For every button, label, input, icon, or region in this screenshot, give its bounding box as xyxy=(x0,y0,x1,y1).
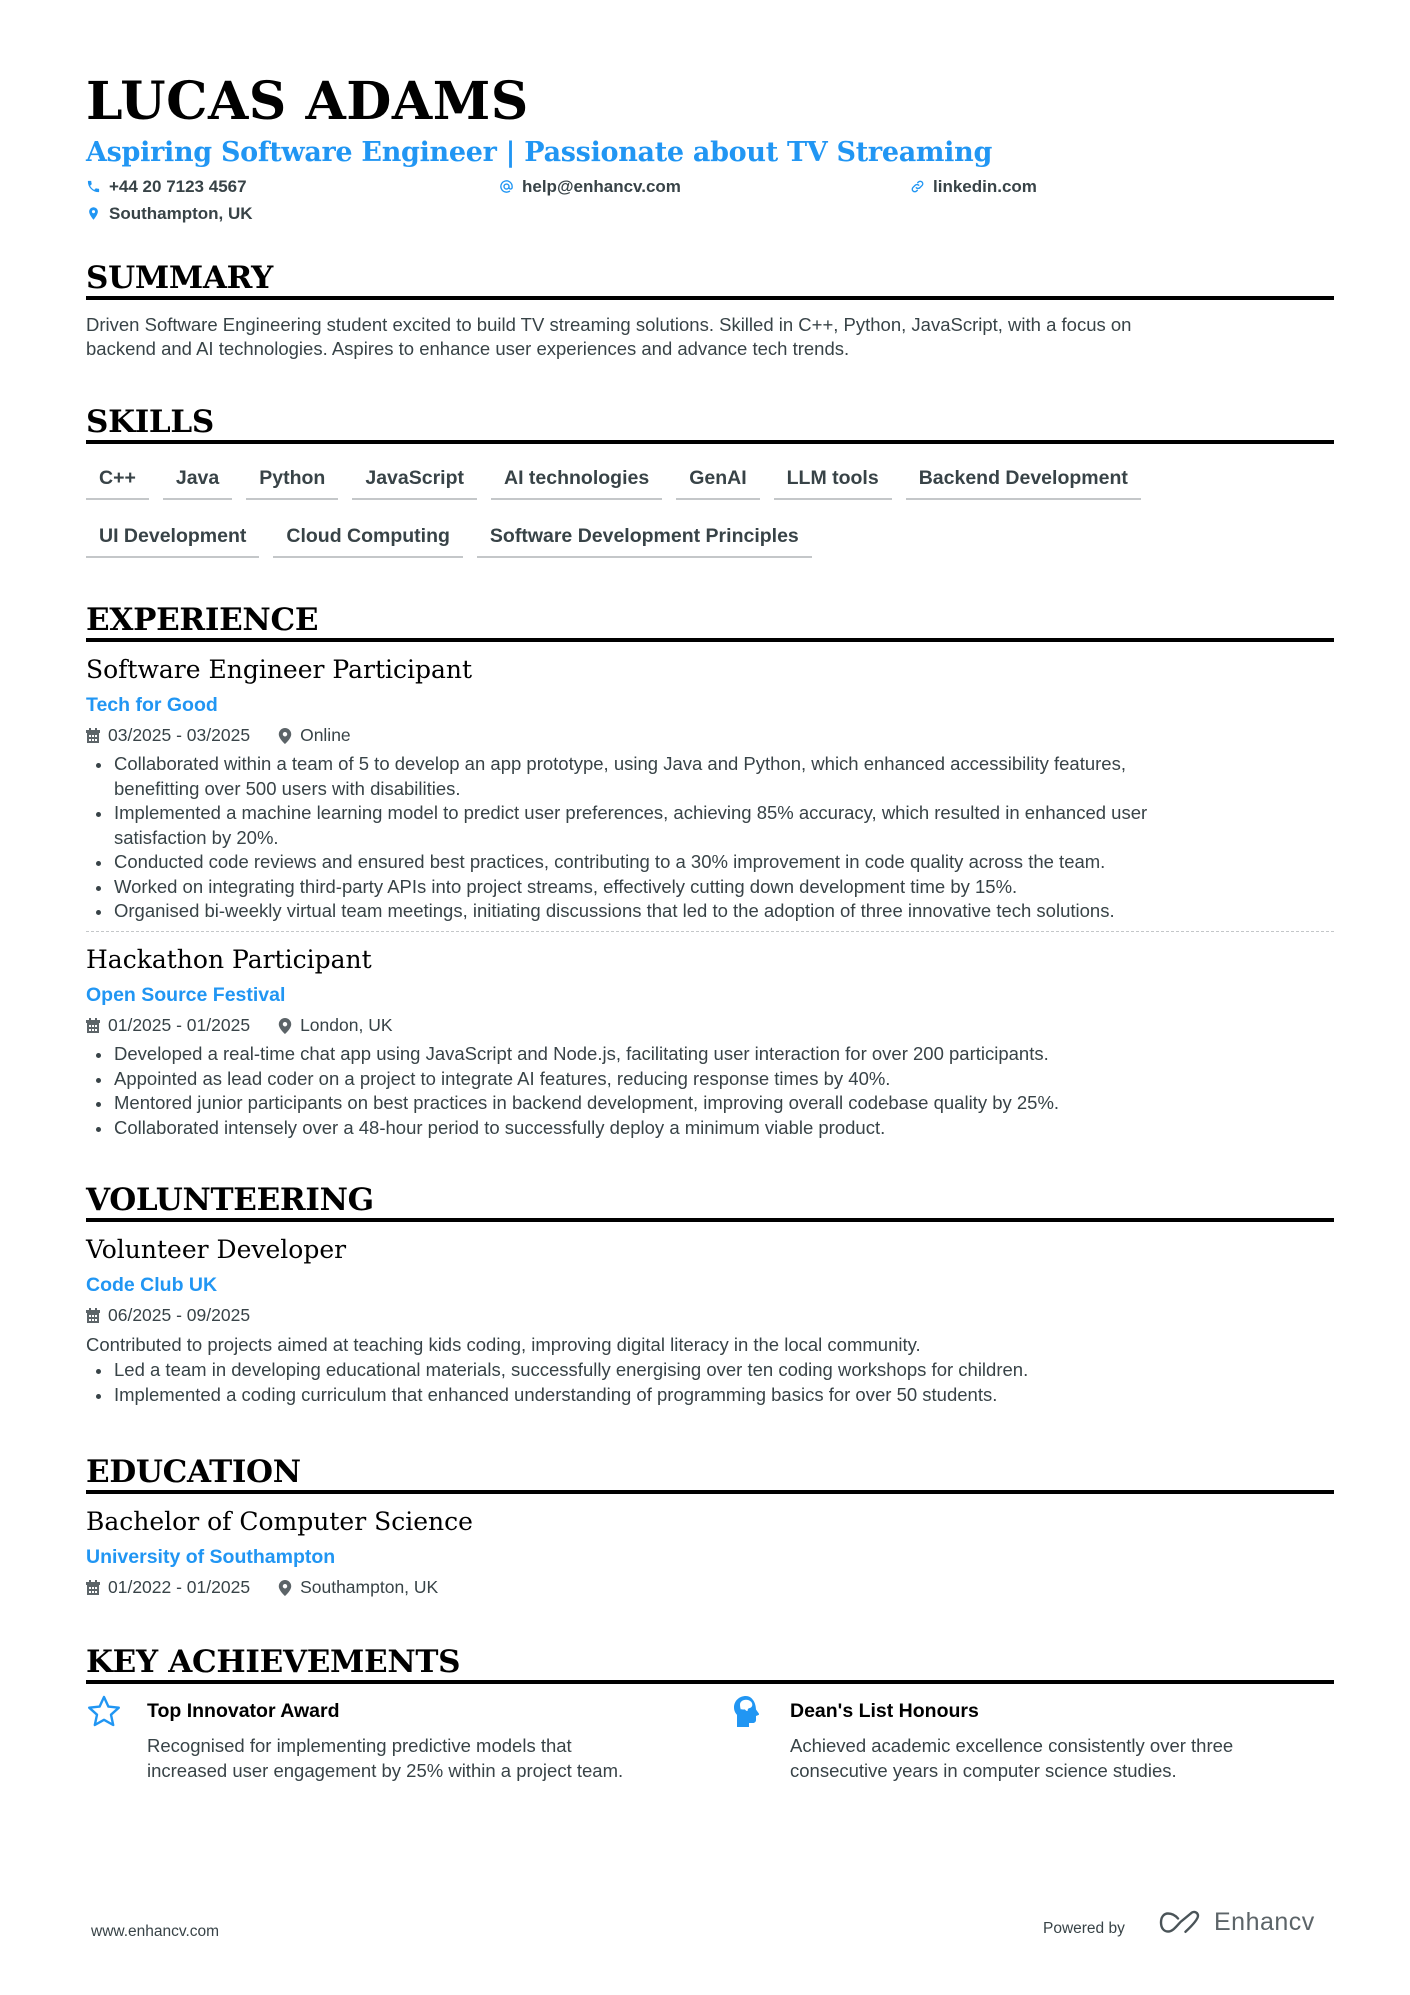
skill-chip: Software Development Principles xyxy=(477,524,812,558)
map-pin-icon xyxy=(278,1580,292,1596)
bullet-item: Organised bi-weekly virtual team meetings, initiating discussions that led to the adoption of three innovative tech solutions. xyxy=(86,899,1334,924)
bullet-item: Implemented a coding curriculum that enhanced understanding of programming basics for over 50 students. xyxy=(86,1383,1334,1408)
section-title-achievements: KEY ACHIEVEMENTS xyxy=(86,1644,461,1680)
bullet-item: Conducted code reviews and ensured best practices, contributing to a 30% improvement in code quality across the team. xyxy=(86,850,1334,875)
volunteer-org: Code Club UK xyxy=(86,1274,218,1296)
skill-chip: GenAI xyxy=(676,466,759,500)
brand-name: Enhancv xyxy=(1214,1908,1315,1936)
volunteer-description: Contributed to projects aimed at teaching kids coding, improving digital literacy in the local community. xyxy=(86,1334,921,1355)
calendar-icon xyxy=(86,1580,100,1596)
job-meta xyxy=(86,727,379,745)
calendar-icon xyxy=(86,1308,100,1324)
skill-chip: Java xyxy=(163,466,232,500)
achievement-description: Achieved academic excellence consistently over three consecutive years in computer science studies. xyxy=(790,1735,1234,1781)
contact-email[interactable] xyxy=(499,178,681,195)
skill-chip: Python xyxy=(246,466,338,500)
bullet-item: Worked on integrating third-party APIs into project streams, effectively cutting down development time by 15%. xyxy=(86,875,1334,900)
achievement-title: Top Innovator Award xyxy=(147,1700,340,1722)
bullet-item: Developed a real-time chat app using JavaScript and Node.js, facilitating user interaction for over 200 participants. xyxy=(86,1042,1334,1067)
job-dates: 01/2025 - 01/2025 xyxy=(108,1015,251,1035)
email-text: help@enhancv.com xyxy=(522,177,681,196)
skill-chip: UI Development xyxy=(86,524,259,558)
school-name: University of Southampton xyxy=(86,1546,336,1568)
brain-head-icon xyxy=(729,1694,765,1730)
enhancv-logo[interactable] xyxy=(1158,1908,1315,1937)
entry-divider xyxy=(86,931,1334,932)
job-location: London, UK xyxy=(300,1015,393,1035)
bullet-item: Implemented a machine learning model to predict user preferences, achieving 85% accuracy, which resulted in enhanced user satisfaction by 20%. xyxy=(86,801,1334,850)
volunteer-bullets xyxy=(86,1358,1334,1407)
section-rule xyxy=(86,440,1334,444)
skill-chip: LLM tools xyxy=(774,466,892,500)
job-bullets xyxy=(86,752,1334,924)
footer-website[interactable]: www.enhancv.com xyxy=(91,1923,220,1940)
job-title: Software Engineer Participant xyxy=(86,655,473,684)
job-location: Online xyxy=(300,725,351,745)
section-title-experience: EXPERIENCE xyxy=(86,602,319,638)
bullet-item: Led a team in developing educational materials, successfully energising over ten coding workshops for children. xyxy=(86,1358,1334,1383)
section-rule xyxy=(86,638,1334,642)
location-text: Southampton, UK xyxy=(109,204,253,223)
job-company: Tech for Good xyxy=(86,694,218,716)
section-rule xyxy=(86,1218,1334,1222)
section-title-education: EDUCATION xyxy=(86,1454,301,1490)
volunteer-dates: 06/2025 - 09/2025 xyxy=(108,1305,251,1325)
degree-title: Bachelor of Computer Science xyxy=(86,1507,473,1536)
contact-linkedin[interactable] xyxy=(910,178,1037,195)
bullet-item: Appointed as lead coder on a project to integrate AI features, reducing response times by 40%. xyxy=(86,1067,1334,1092)
map-pin-icon xyxy=(278,728,292,744)
bullet-item: Mentored junior participants on best practices in backend development, improving overall codebase quality by 25%. xyxy=(86,1091,1334,1116)
footer-powered-by: Powered by xyxy=(1043,1920,1125,1937)
summary-line: backend and AI technologies. Aspires to enhance user experiences and advance tech trends. xyxy=(86,338,850,359)
phone-text: +44 20 7123 4567 xyxy=(109,177,247,196)
education-dates: 01/2022 - 01/2025 xyxy=(108,1577,251,1597)
job-company: Open Source Festival xyxy=(86,984,286,1006)
phone-icon xyxy=(86,179,101,194)
skill-chip: Backend Development xyxy=(906,466,1141,500)
volunteer-meta xyxy=(86,1307,278,1325)
achievement-description: Recognised for implementing predictive models that increased user engagement by 25% within a project team. xyxy=(147,1735,624,1781)
bullet-item: Collaborated intensely over a 48-hour period to successfully deploy a minimum viable product. xyxy=(86,1116,1334,1141)
skill-chip: JavaScript xyxy=(352,466,477,500)
section-rule xyxy=(86,1680,1334,1684)
section-rule xyxy=(86,1490,1334,1494)
contact-phone xyxy=(86,178,247,195)
calendar-icon xyxy=(86,1018,100,1034)
section-rule xyxy=(86,296,1334,300)
job-meta xyxy=(86,1017,421,1035)
section-title-volunteering: VOLUNTEERING xyxy=(86,1182,374,1218)
linkedin-text: linkedin.com xyxy=(933,177,1037,196)
section-title-summary: SUMMARY xyxy=(86,260,273,296)
achievement-title: Dean's List Honours xyxy=(790,1700,979,1722)
skill-chip: Cloud Computing xyxy=(273,524,463,558)
summary-line: Driven Software Engineering student excited to build TV streaming solutions. Skilled in C++, Python, JavaScript, with a focus on xyxy=(86,314,1132,335)
section-title-skills: SKILLS xyxy=(86,404,215,440)
at-icon xyxy=(499,179,514,194)
job-bullets xyxy=(86,1042,1334,1140)
volunteer-role: Volunteer Developer xyxy=(86,1235,347,1264)
skills-row xyxy=(86,524,812,558)
candidate-headline: Aspiring Software Engineer | Passionate about TV Streaming xyxy=(86,137,993,168)
map-pin-icon xyxy=(86,206,101,221)
education-location: Southampton, UK xyxy=(300,1577,439,1597)
job-title: Hackathon Participant xyxy=(86,945,372,974)
map-pin-icon xyxy=(278,1018,292,1034)
link-icon xyxy=(910,179,925,194)
calendar-icon xyxy=(86,728,100,744)
enhancv-logo-icon xyxy=(1158,1910,1204,1936)
skill-chip: AI technologies xyxy=(491,466,662,500)
star-icon xyxy=(86,1694,122,1730)
education-meta xyxy=(86,1579,466,1597)
contact-location xyxy=(86,205,253,222)
candidate-name: LUCAS ADAMS xyxy=(86,71,529,132)
skill-chip: C++ xyxy=(86,466,149,500)
bullet-item: Collaborated within a team of 5 to develop an app prototype, using Java and Python, which enhanced accessibility features, benefitting over 500 users with disabilities. xyxy=(86,752,1334,801)
job-dates: 03/2025 - 03/2025 xyxy=(108,725,251,745)
skills-row xyxy=(86,466,1141,500)
